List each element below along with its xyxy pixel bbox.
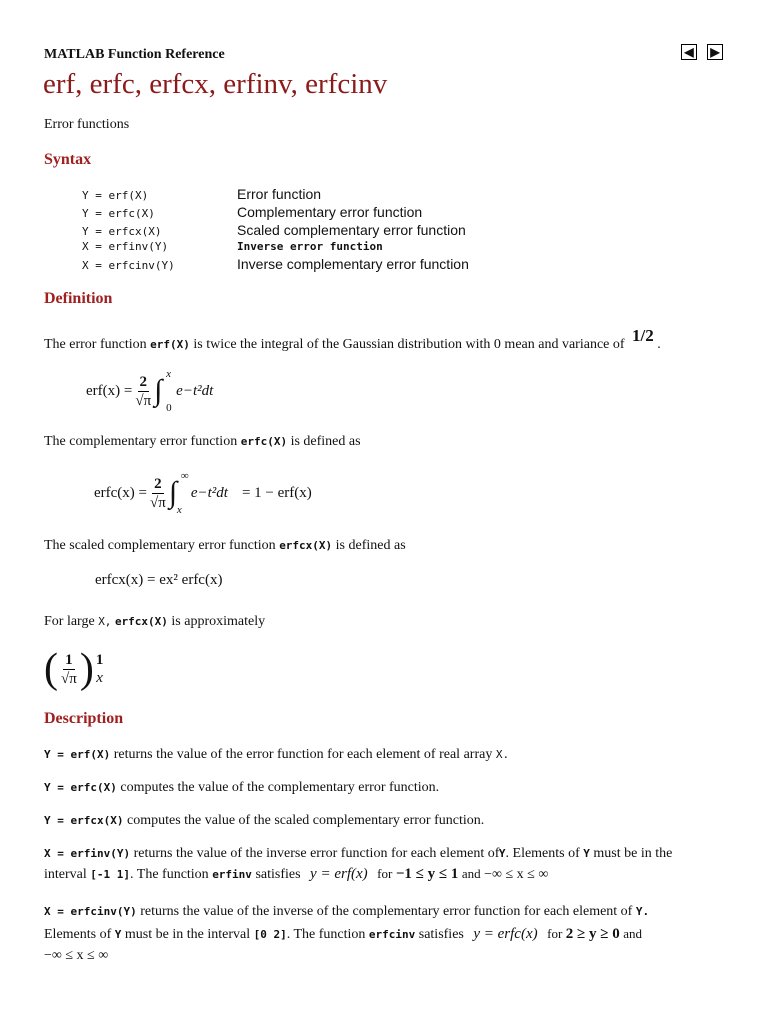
syntax-desc: Complementary error function: [237, 204, 423, 220]
arrow-left-icon[interactable]: ◀: [681, 44, 697, 60]
definition-paragraph-4: For large X, erfcx(X) is approximately: [44, 614, 266, 629]
syntax-desc: Scaled complementary error function: [237, 222, 466, 238]
syntax-code: X = erfcinv(Y): [82, 259, 175, 272]
syntax-code: X = erfinv(Y): [82, 240, 169, 253]
definition-paragraph-3: The scaled complementary error function erfcx(X) is defined as: [44, 538, 406, 553]
syntax-code: Y = erf(X): [82, 189, 149, 202]
syntax-code: Y = erfc(X): [82, 207, 155, 220]
syntax-desc: Error function: [237, 186, 322, 202]
description-heading: Description: [44, 710, 124, 727]
description-item-continued: interval [-1 1]. The function erfinv satisfies y = erf(x) for −1 ≤ y ≤ 1 and −∞ ≤ x ≤ ∞: [44, 866, 549, 882]
equation-erf: erf(x) = $\frac{2}{√\pi}$ ∫ x 0 e−t²dt: [86, 368, 214, 414]
syntax-heading: Syntax: [44, 151, 92, 168]
description-item: X = erfcinv(Y) returns the value of the inverse of the complementary error function for each element of Y.: [44, 904, 650, 919]
equation-erfc: erfc(x) = $\frac{2}{√\pi}$ ∫ ∞ x e−t²dt = 1 − erf(x): [94, 470, 312, 516]
description-item: Y = erfcx(X) computes the value of the scaled complementary error function.: [44, 813, 485, 828]
page-title: erf, erfc, erfcx, erfinv, erfcinv: [43, 68, 388, 100]
description-item-continued: Elements of Y must be in the interval [0 2]. The function erfcinv satisfies y = erfc(x) for 2 ≥ y ≥ 0 and: [44, 926, 643, 942]
description-item-continued: −∞ ≤ x ≤ ∞: [44, 948, 109, 963]
equation-approximation: ( $\frac{1}{√\pi}$ ) 1 x: [44, 646, 104, 692]
description-item: Y = erf(X) returns the value of the error function for each element of real array X.: [44, 747, 510, 762]
syntax-row: [82, 240, 383, 253]
arrow-right-icon[interactable]: ▶: [707, 44, 723, 60]
definition-heading: Definition: [44, 290, 113, 307]
definition-paragraph-2: The complementary error function erfc(X) is defined as: [44, 434, 361, 449]
description-item: X = erfinv(Y) returns the value of the inverse error function for each element of Y. Elements of Y must be in the: [44, 846, 673, 861]
syntax-desc: Inverse error function: [237, 240, 383, 253]
syntax-row: [82, 204, 422, 220]
syntax-code: Y = erfcx(X): [82, 225, 162, 238]
syntax-desc: Inverse complementary error function: [237, 256, 469, 272]
reference-title: MATLAB Function Reference: [44, 47, 225, 62]
syntax-row: [82, 186, 321, 202]
syntax-row: [82, 256, 469, 272]
nav-arrows: [681, 44, 723, 60]
description-item: Y = erfc(X) computes the value of the complementary error function.: [44, 780, 440, 795]
page-subtitle: Error functions: [44, 117, 130, 132]
definition-paragraph-1: The error function erf(X) is twice the integral of the Gaussian distribution with 0 mean and variance of 1/2 .: [44, 326, 661, 352]
equation-erfcx: erfcx(x) = ex² erfc(x): [95, 572, 223, 588]
syntax-row: [82, 222, 466, 238]
